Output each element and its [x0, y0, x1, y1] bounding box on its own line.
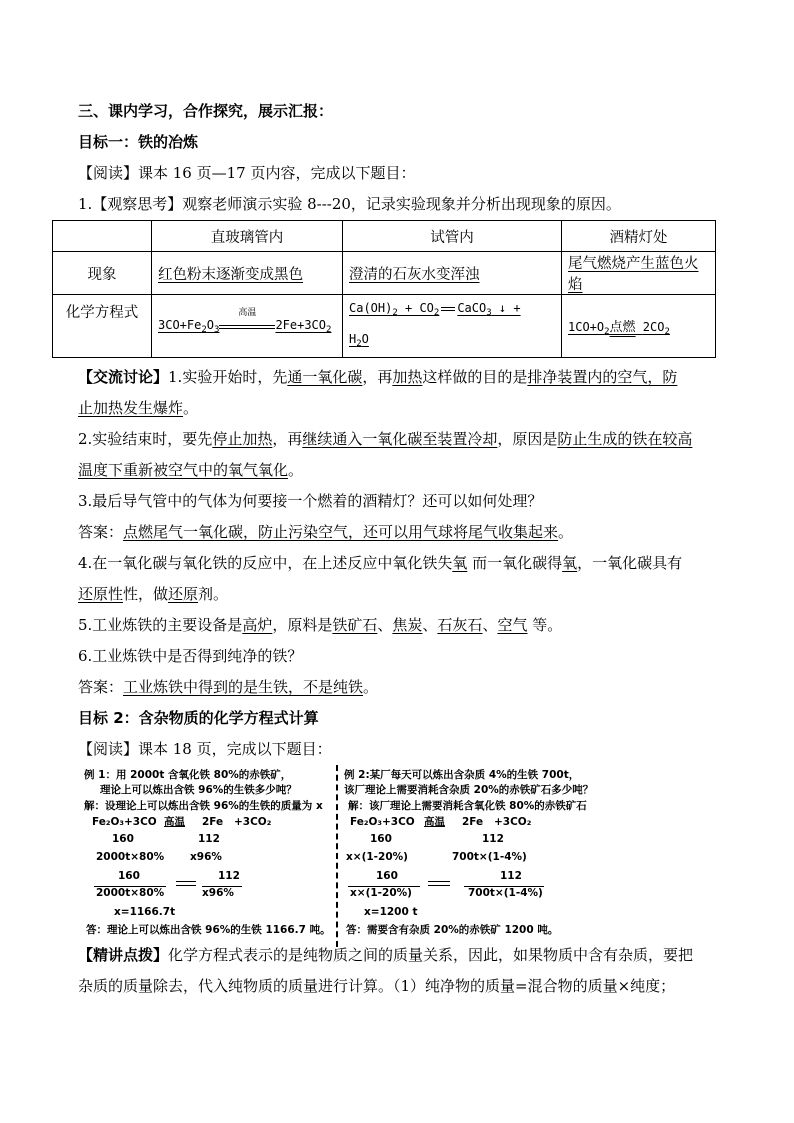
given-value: 2000t×80%: [96, 851, 165, 863]
table-header-cell: 直玻璃管内: [152, 221, 343, 252]
answer-3: 答案：点燃尾气一氧化碳，防止污染空气，还可以用气球将尾气收集起来。: [78, 523, 574, 541]
worksheet: [65, 96, 728, 765]
row-label: 现象: [53, 252, 152, 295]
table-cell: [562, 252, 716, 295]
discussion-5: 5.工业炼铁的主要设备是高炉，原料是铁矿石、焦炭、石灰石、空气 等。: [78, 616, 563, 634]
ratio-value: 2000t×80%: [96, 887, 165, 899]
table-header-row: [53, 221, 716, 252]
example-text: 理论上可以炼出含铁 96%的生铁多少吨？: [100, 784, 297, 796]
answer: 答：理论上可以炼出含铁 96%的生铁 1166.7 吨。: [86, 924, 331, 936]
example-text: 解：设理论上可以炼出含铁 96%的生铁的质量为 x: [84, 800, 323, 812]
equation-3: $1CO+O_2$点燃 $2CO_2$: [568, 319, 670, 337]
result: x=1166.7t: [114, 906, 176, 918]
equation-part: Fe₂O₃+3CO: [350, 816, 415, 828]
equation-part: 2Fe: [202, 816, 224, 828]
goal1-reading: 【阅读】课本 16 页—17 页内容，完成以下题目：: [78, 164, 416, 182]
answer-text: 澄清的石灰水变浑浊: [349, 266, 480, 283]
ratio-value: x×(1-20%): [350, 887, 412, 899]
experiment-table: [52, 220, 716, 358]
reaction-condition: 高温: [424, 816, 445, 828]
table-cell: [152, 252, 343, 295]
molar-mass: 112: [482, 833, 504, 845]
equation-cell: [562, 295, 716, 358]
molar-mass: 160: [370, 833, 392, 845]
equation-part: +3CO₂: [234, 816, 272, 828]
molar-mass: 112: [198, 833, 220, 845]
given-value: 700t×(1-4%): [452, 851, 527, 863]
reaction-condition: 高温: [164, 816, 185, 828]
molar-mass: 160: [112, 833, 134, 845]
equation-part: 2Fe: [462, 816, 484, 828]
table-row: [53, 295, 716, 358]
equation-part: Fe₂O₃+3CO: [92, 816, 157, 828]
section-title: 三、课内学习，合作探究，展示汇报：: [78, 102, 334, 120]
discussion-1: 【交流讨论】1.实验开始时，先通一氧化碳，再加热这样做的目的是排净装置内的空气，防: [78, 368, 678, 386]
discussion-4-cont: 还原性性，做还原剂。: [78, 585, 229, 603]
goal1-title: 目标一：铁的冶炼: [78, 133, 199, 151]
tip-line-2: 杂质的质量除去，代入纯物质的质量进行计算。（1）纯净物的质量=混合物的质量×纯度；: [78, 977, 676, 995]
discussion-4: 4.在一氧化碳与氧化铁的反应中，在上述反应中氧化铁失氧 而一氧化碳得氧，一氧化碳具有: [78, 554, 683, 572]
table-header-cell: 酒精灯处: [562, 221, 716, 252]
table-cell: [343, 252, 562, 295]
equation-cell: $3CO+Fe_2O_3$ 高温 $2Fe+3CO_2$: [152, 295, 343, 358]
tip-section: [78, 940, 728, 1002]
worked-examples-image: [78, 765, 630, 945]
discussion-6: 6.工业炼铁中是否得到纯净的铁？: [78, 647, 303, 665]
divider: [336, 765, 338, 947]
goal2-reading: 【阅读】课本 18 页，完成以下题目：: [78, 740, 332, 758]
discussion-3: 3.最后导气管中的气体为何要接一个燃着的酒精灯？还可以如何处理？: [78, 492, 543, 510]
goal2-title: 目标 2：含杂物质的化学方程式计算: [78, 709, 319, 727]
tip-line-1: 【精讲点拨】化学方程式表示的是纯物质之间的质量关系，因此，如果物质中含有杂质，要把: [78, 946, 694, 964]
ratio-value: 112: [500, 870, 522, 882]
table-header-cell: [53, 221, 152, 252]
equation-cell: $Ca(OH)_2 + CO_2$ CaCO$_3$ ↓ + $H_2O$: [343, 295, 562, 358]
answer-text: 尾气燃烧产生蓝色火焰: [568, 256, 699, 293]
ratio-value: 160: [118, 870, 140, 882]
table-header-cell: 试管内: [343, 221, 562, 252]
row-label: 化学方程式: [53, 295, 152, 358]
given-value: x×(1-20%): [346, 851, 408, 863]
discussion-2: 2.实验结束时，要先停止加热，再继续通入一氧化碳至装置冷却，原因是防止生成的铁在较高: [78, 430, 693, 448]
given-value: x96%: [190, 851, 222, 863]
example-text: 该厂理论上需要消耗含杂质 20%的赤铁矿石多少吨？: [344, 784, 594, 796]
equation-2: $Ca(OH)_2 + CO_2$: [349, 301, 440, 318]
answer-6: 答案：工业炼铁中得到的是生铁，不是纯铁。: [78, 678, 379, 696]
example-2: [340, 765, 630, 945]
example-text: 解：该厂理论上需要消耗含氧化铁 80%的赤铁矿石: [348, 800, 587, 812]
equation-part: +3CO₂: [494, 816, 532, 828]
answer: 答：需要含有杂质 20%的赤铁矿 1200 吨。: [346, 924, 559, 936]
example-1: [78, 765, 334, 945]
ratio-value: 700t×(1-4%): [468, 887, 543, 899]
example-text: 例 2:某厂每天可以炼出含杂质 4%的生铁 700t，: [344, 769, 580, 781]
equation-1: $3CO+Fe_2O_3$: [158, 318, 220, 335]
example-text: 例 1：用 2000t 含氧化铁 80%的赤铁矿，: [84, 769, 292, 781]
discussion-2-cont: 温度下重新被空气中的氧气氧化。: [78, 461, 304, 479]
ratio-value: 160: [376, 870, 398, 882]
table-row: [53, 252, 716, 295]
ratio-value: x96%: [202, 887, 234, 899]
answer-text: 红色粉末逐渐变成黑色: [158, 266, 303, 283]
reaction-condition: 高温: [219, 317, 275, 329]
ratio-value: 112: [218, 870, 240, 882]
question-1: 1.【观察思考】观察老师演示实验 8---20，记录实验现象并分析出现现象的原因。: [78, 195, 621, 213]
result: x=1200 t: [364, 906, 418, 918]
discussion-1-cont: 止加热发生爆炸。: [78, 399, 199, 417]
